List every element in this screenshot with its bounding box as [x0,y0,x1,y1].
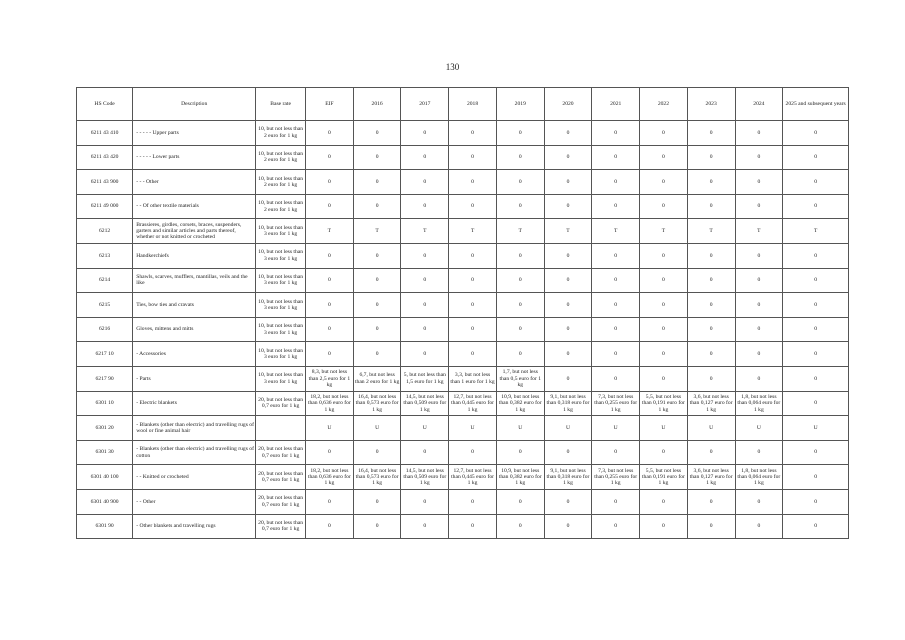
staging-rate-cell: 0 [544,145,592,170]
staging-rate-cell: 0 [640,268,688,293]
staging-rate-cell: 0 [735,170,783,195]
table-row [77,366,849,391]
base-rate-cell: 20, but not less than 0,7 euro for 1 kg [256,465,306,490]
staging-rate-cell: 0 [496,293,544,318]
table-row [77,391,849,416]
hs-code-cell: 6211 49 000 [77,194,133,219]
staging-rate-cell: 7,3, but not less than 0,255 euro for 1 kg [592,465,640,490]
staging-rate-cell: 5, but not less than 1,5 euro for 1 kg [401,366,449,391]
staging-rate-cell: 0 [592,170,640,195]
staging-rate-cell: 0 [735,366,783,391]
staging-rate-cell: 0 [306,243,354,268]
hs-code-cell: 6216 [77,317,133,342]
base-rate-cell: 10, but not less than 3 euro for 1 kg [256,293,306,318]
staging-rate-cell: 0 [544,317,592,342]
staging-rate-cell: 6,7, but not less than 2 euro for 1 kg [353,366,401,391]
table-row [77,514,849,539]
staging-rate-cell: 0 [353,514,401,539]
staging-rate-cell: 0 [544,489,592,514]
staging-rate-cell: T [496,219,544,244]
description-cell: - Other blankets and travelling rugs [133,514,256,539]
staging-rate-cell: 0 [306,293,354,318]
staging-rate-cell: 0 [544,243,592,268]
staging-rate-cell: 0 [401,121,449,146]
base-rate-cell: 20, but not less than 0,7 euro for 1 kg [256,489,306,514]
base-rate-cell: 20, but not less than 0,7 euro for 1 kg [256,391,306,416]
staging-rate-cell: 3,3, but not less than 1 euro for 1 kg [449,366,497,391]
table-row [77,440,849,465]
staging-rate-cell: T [735,219,783,244]
staging-rate-cell: U [544,416,592,441]
page-number: 130 [445,62,460,72]
staging-rate-cell: 0 [401,268,449,293]
staging-rate-cell: 0 [496,170,544,195]
staging-rate-cell: 0 [735,489,783,514]
staging-rate-cell: 0 [306,317,354,342]
staging-rate-cell: T [401,219,449,244]
staging-rate-cell: 0 [687,243,735,268]
hs-code-cell: 6212 [77,219,133,244]
staging-rate-cell: 0 [449,268,497,293]
staging-rate-cell: 0 [306,440,354,465]
staging-rate-cell: 0 [401,170,449,195]
hs-code-cell: 6301 40 900 [77,489,133,514]
staging-rate-cell: 9,1, but not less than 0,318 euro for 1 kg [544,465,592,490]
staging-rate-cell: 10,9, but not less than 0,382 euro for 1 kg [496,465,544,490]
staging-rate-cell: 0 [544,514,592,539]
staging-rate-cell: 0 [496,317,544,342]
staging-rate-cell: 0 [496,194,544,219]
hs-code-cell: 6211 43 410 [77,121,133,146]
staging-rate-cell: 0 [401,293,449,318]
staging-rate-cell: 0 [735,293,783,318]
staging-rate-cell: 0 [640,121,688,146]
staging-rate-cell: 0 [496,440,544,465]
table-row [77,194,849,219]
staging-rate-cell: 0 [353,243,401,268]
staging-rate-cell: 0 [449,145,497,170]
staging-rate-cell: T [687,219,735,244]
description-cell: - - Knitted or crocheted [133,465,256,490]
staging-rate-cell: 0 [353,293,401,318]
column-header-2025-and-subsequent: 2025 and subsequent years [783,88,849,121]
staging-rate-cell: 0 [496,514,544,539]
column-header-eif: EIF [306,88,354,121]
staging-rate-cell: 0 [783,194,849,219]
staging-rate-cell: 0 [783,489,849,514]
header-row [77,88,849,121]
staging-rate-cell: 0 [735,145,783,170]
staging-rate-cell: 10,9, but not less than 0,382 euro for 1 kg [496,391,544,416]
staging-rate-cell: 0 [783,121,849,146]
hs-code-cell: 6211 43 420 [77,145,133,170]
staging-rate-cell: 0 [449,317,497,342]
staging-rate-cell: 0 [640,514,688,539]
staging-rate-cell: U [449,416,497,441]
table-row [77,489,849,514]
staging-rate-cell: 0 [496,145,544,170]
base-rate-cell: 10, but not less than 3 euro for 1 kg [256,342,306,367]
staging-rate-cell: 0 [449,194,497,219]
description-cell: - - Other [133,489,256,514]
staging-rate-cell: 0 [449,243,497,268]
staging-rate-cell: 0 [401,145,449,170]
base-rate-cell: 10, but not less than 2 euro for 1 kg [256,170,306,195]
staging-rate-cell: 0 [401,317,449,342]
staging-rate-cell: 0 [783,243,849,268]
staging-rate-cell: 0 [783,514,849,539]
staging-rate-cell: 0 [306,145,354,170]
staging-rate-cell: 0 [687,514,735,539]
staging-rate-cell: 5,5, but not less than 0,191 euro for 1 kg [640,465,688,490]
staging-rate-cell: 0 [353,317,401,342]
staging-rate-cell: 0 [544,170,592,195]
description-cell: Shawls, scarves, mufflers, mantillas, veils and the like [133,268,256,293]
staging-rate-cell: T [640,219,688,244]
table-row [77,219,849,244]
description-cell: - Parts [133,366,256,391]
staging-rate-cell: 0 [496,268,544,293]
staging-rate-cell: 0 [592,342,640,367]
staging-rate-cell: 16,4, but not less than 0,573 euro for 1 kg [353,391,401,416]
staging-rate-cell: U [735,416,783,441]
staging-rate-cell: 0 [640,489,688,514]
hs-code-cell: 6214 [77,268,133,293]
staging-rate-cell: T [306,219,354,244]
staging-rate-cell: 0 [735,121,783,146]
description-cell: - Accessories [133,342,256,367]
staging-rate-cell: 0 [353,440,401,465]
staging-rate-cell: 0 [592,194,640,219]
staging-rate-cell: 0 [306,194,354,219]
staging-rate-cell: 0 [449,293,497,318]
description-cell: - - - Other [133,170,256,195]
staging-rate-cell: 0 [544,268,592,293]
staging-rate-cell: 0 [592,145,640,170]
column-header-2024: 2024 [735,88,783,121]
staging-rate-cell: 0 [687,293,735,318]
staging-rate-cell: U [592,416,640,441]
staging-rate-cell: 0 [449,514,497,539]
staging-rate-cell: 0 [544,293,592,318]
hs-code-cell: 6301 90 [77,514,133,539]
staging-rate-cell: 0 [783,317,849,342]
staging-rate-cell: U [783,416,849,441]
staging-rate-cell: 0 [353,268,401,293]
staging-rate-cell: 0 [353,145,401,170]
staging-rate-cell: 0 [353,489,401,514]
staging-rate-cell: 8,3, but not less than 2,5 euro for 1 kg [306,366,354,391]
column-header-2023: 2023 [687,88,735,121]
hs-code-cell: 6215 [77,293,133,318]
table-row [77,121,849,146]
staging-rate-cell: 0 [783,268,849,293]
staging-rate-cell: 0 [592,489,640,514]
base-rate-cell: 10, but not less than 3 euro for 1 kg [256,366,306,391]
staging-rate-cell: 0 [544,121,592,146]
staging-rate-cell: T [544,219,592,244]
staging-rate-cell: 0 [735,317,783,342]
staging-rate-cell: 0 [306,170,354,195]
staging-rate-cell: 9,1, but not less than 0,318 euro for 1 kg [544,391,592,416]
staging-rate-cell: U [640,416,688,441]
staging-rate-cell: T [783,219,849,244]
staging-rate-cell: 0 [353,194,401,219]
staging-rate-cell: U [306,416,354,441]
staging-rate-cell: 0 [783,293,849,318]
description-cell: Ties, bow ties and cravats [133,293,256,318]
table-row [77,317,849,342]
staging-rate-cell: 14,5, but not less than 0,509 euro for 1 kg [401,391,449,416]
description-cell: - - - - - Upper parts [133,121,256,146]
description-cell: - Blankets (other than electric) and travelling rugs of wool or fine animal hair [133,416,256,441]
staging-rate-cell: 0 [687,194,735,219]
staging-rate-cell: 0 [592,293,640,318]
base-rate-cell: 20, but not less than 0,7 euro for 1 kg [256,440,306,465]
staging-rate-cell: U [496,416,544,441]
staging-rate-cell: 18,2, but not less than 0,636 euro for 1 kg [306,465,354,490]
staging-rate-cell: 0 [640,317,688,342]
staging-rate-cell: U [687,416,735,441]
staging-rate-cell: 0 [640,366,688,391]
staging-rate-cell: 0 [735,268,783,293]
base-rate-cell: 10, but not less than 2 euro for 1 kg [256,145,306,170]
staging-rate-cell: 1,8, but not less than 0,064 euro for 1 kg [735,465,783,490]
description-cell: - - - - - Lower parts [133,145,256,170]
table-row [77,170,849,195]
staging-rate-cell: 0 [592,366,640,391]
column-header-2021: 2021 [592,88,640,121]
column-header-2020: 2020 [544,88,592,121]
staging-rate-cell: 0 [449,489,497,514]
staging-rate-cell: 0 [592,317,640,342]
staging-rate-cell: 0 [687,317,735,342]
staging-rate-cell: 0 [306,268,354,293]
column-header-2017: 2017 [401,88,449,121]
hs-code-cell: 6213 [77,243,133,268]
table-row [77,268,849,293]
staging-rate-cell: 0 [353,170,401,195]
hs-code-cell: 6217 90 [77,366,133,391]
column-header-2019: 2019 [496,88,544,121]
staging-rate-cell: 0 [640,170,688,195]
column-header-2016: 2016 [353,88,401,121]
table-row [77,465,849,490]
base-rate-cell: 10, but not less than 2 euro for 1 kg [256,121,306,146]
staging-rate-cell: 0 [640,243,688,268]
staging-rate-cell: 3,6, but not less than 0,127 euro for 1 kg [687,465,735,490]
staging-rate-cell: 18,2, but not less than 0,636 euro for 1 kg [306,391,354,416]
staging-rate-cell: 7,3, but not less than 0,255 euro for 1 kg [592,391,640,416]
hs-code-cell: 6301 40 100 [77,465,133,490]
staging-rate-cell: 0 [640,194,688,219]
staging-rate-cell: 0 [687,121,735,146]
description-cell: - - Of other textile materials [133,194,256,219]
staging-rate-cell: 0 [544,194,592,219]
staging-rate-cell: 0 [401,440,449,465]
base-rate-cell: 10, but not less than 3 euro for 1 kg [256,317,306,342]
base-rate-cell: 20, but not less than 0,7 euro for 1 kg [256,514,306,539]
staging-rate-cell: 0 [496,243,544,268]
staging-rate-cell: 5,5, but not less than 0,191 euro for 1 kg [640,391,688,416]
staging-rate-cell: 0 [687,170,735,195]
staging-rate-cell: U [401,416,449,441]
staging-rate-cell: 12,7, but not less than 0,445 euro for 1 kg [449,465,497,490]
staging-rate-cell: 0 [496,121,544,146]
staging-rate-cell: 0 [687,145,735,170]
hs-code-cell: 6301 10 [77,391,133,416]
staging-rate-cell: 0 [496,489,544,514]
table-row [77,416,849,441]
staging-rate-cell: 0 [306,121,354,146]
staging-rate-cell: 0 [687,366,735,391]
staging-rate-cell: T [592,219,640,244]
staging-rate-cell: 0 [592,440,640,465]
staging-rate-cell: 0 [544,366,592,391]
column-header-description: Description [133,88,256,121]
staging-rate-cell: 0 [783,391,849,416]
staging-rate-cell: 0 [687,440,735,465]
staging-rate-cell: 0 [783,145,849,170]
staging-rate-cell: U [353,416,401,441]
staging-rate-cell: 0 [353,342,401,367]
hs-code-cell: 6217 10 [77,342,133,367]
staging-rate-cell: 0 [544,440,592,465]
staging-rate-cell: 0 [401,243,449,268]
hs-code-cell: 6211 43 900 [77,170,133,195]
staging-rate-cell: 1,8, but not less than 0,064 euro for 1 kg [735,391,783,416]
staging-rate-cell: 0 [640,145,688,170]
base-rate-cell: 10, but not less than 3 euro for 1 kg [256,243,306,268]
staging-rate-cell: 0 [306,514,354,539]
staging-rate-cell: 0 [640,293,688,318]
staging-rate-cell: 0 [449,121,497,146]
staging-rate-cell: 0 [783,342,849,367]
staging-rate-cell: 0 [449,440,497,465]
staging-rate-cell: 0 [306,342,354,367]
column-header-hs-code: HS Code [77,88,133,121]
staging-rate-cell: 0 [735,243,783,268]
staging-rate-cell: 0 [496,342,544,367]
staging-rate-cell: 0 [401,194,449,219]
staging-rate-cell: 0 [735,514,783,539]
table-body [77,121,849,539]
description-cell: Handkerchiefs [133,243,256,268]
staging-rate-cell: 0 [735,194,783,219]
staging-rate-cell: 0 [306,489,354,514]
staging-rate-cell: 0 [353,121,401,146]
staging-rate-cell: 3,6, but not less than 0,127 euro for 1 kg [687,391,735,416]
column-header-base-rate: Base rate [256,88,306,121]
table-row [77,342,849,367]
staging-rate-cell: 0 [449,342,497,367]
tariff-schedule-table [76,87,849,539]
base-rate-cell: 10, but not less than 3 euro for 1 kg [256,268,306,293]
base-rate-cell: 10, but not less than 2 euro for 1 kg [256,194,306,219]
staging-rate-cell: 0 [783,366,849,391]
hs-code-cell: 6301 20 [77,416,133,441]
staging-rate-cell: 0 [687,342,735,367]
staging-rate-cell: 0 [735,342,783,367]
staging-rate-cell: 0 [735,440,783,465]
table-row [77,243,849,268]
staging-rate-cell: 14,5, but not less than 0,509 euro for 1 kg [401,465,449,490]
staging-rate-cell: 0 [401,342,449,367]
staging-rate-cell: T [353,219,401,244]
staging-rate-cell: 0 [687,268,735,293]
table-row [77,145,849,170]
staging-rate-cell: 0 [592,121,640,146]
description-cell: Brassieres, girdles, corsets, braces, suspenders, garters and similar articles and parts thereof, whether or not knitted or crocheted [133,219,256,244]
staging-rate-cell: 0 [592,514,640,539]
staging-rate-cell: 16,4, but not less than 0,573 euro for 1 kg [353,465,401,490]
base-rate-cell: 10, but not less than 3 euro for 1 kg [256,219,306,244]
staging-rate-cell: 0 [401,514,449,539]
staging-rate-cell: 0 [401,489,449,514]
column-header-2022: 2022 [640,88,688,121]
staging-rate-cell: 1,7, but not less than 0,5 euro for 1 kg [496,366,544,391]
column-header-2018: 2018 [449,88,497,121]
description-cell: - Electric blankets [133,391,256,416]
staging-rate-cell: 0 [640,342,688,367]
table-row [77,293,849,318]
base-rate-cell [256,416,306,441]
staging-rate-cell: 0 [783,170,849,195]
description-cell: - Blankets (other than electric) and travelling rugs of cotton [133,440,256,465]
hs-code-cell: 6301 30 [77,440,133,465]
staging-rate-cell: 0 [592,268,640,293]
staging-rate-cell: 0 [449,170,497,195]
staging-rate-cell: 0 [783,440,849,465]
staging-rate-cell: 0 [783,465,849,490]
staging-rate-cell: 0 [687,489,735,514]
staging-rate-cell: 0 [592,243,640,268]
staging-rate-cell: 0 [544,342,592,367]
staging-rate-cell: 12,7, but not less than 0,445 euro for 1 kg [449,391,497,416]
description-cell: Gloves, mittens and mitts [133,317,256,342]
staging-rate-cell: 0 [640,440,688,465]
staging-rate-cell: T [449,219,497,244]
